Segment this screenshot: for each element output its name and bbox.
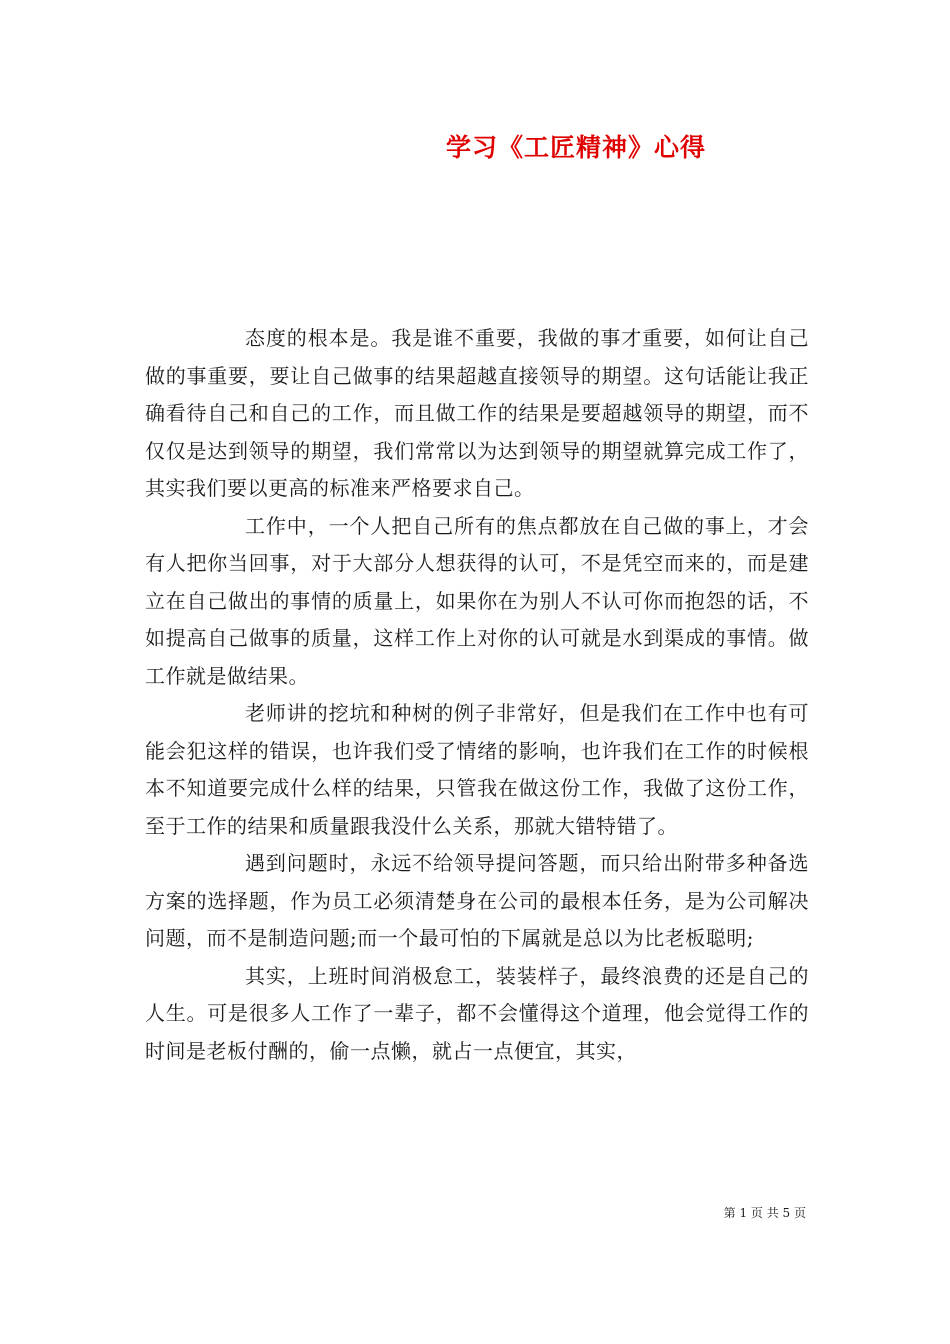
paragraph: 态度的根本是。我是谁不重要，我做的事才重要，如何让自己做的事重要，要让自己做事的结果超越直接领导的期望。这句话能让我正确看待自己和自己的工作，而且做工作的结果是要超越领导的期望，而不仅仅是达到领导的期望，我们常常以为达到领导的期望就算完成工作了，其实我们要以更高的标准来严格要求自己。 [145,326,809,500]
paragraph: 老师讲的挖坑和种树的例子非常好，但是我们在工作中也有可能会犯这样的错误，也许我们受了情绪的影响，也许我们在工作的时候根本不知道要完成什么样的结果，只管我在做这份工作，我做了这份工作，至于工作的结果和质量跟我没什么关系，那就大错特错了。 [145,701,809,838]
page-title: 学习《工匠精神》心得 [445,133,706,162]
paragraph: 其实，上班时间消极怠工，装装样子，最终浪费的还是自己的人生。可是很多人工作了一辈子，都不会懂得这个道理，他会觉得工作的时间是老板付酬的，偷一点懒，就占一点便宜，其实， [145,963,809,1063]
paragraph: 工作中，一个人把自己所有的焦点都放在自己做的事上，才会有人把你当回事，对于大部分人想获得的认可，不是凭空而来的，而是建立在自己做出的事情的质量上，如果你在为别人不认可你而抱怨的话，不如提高自己做事的质量，这样工作上对你的认可就是水到渠成的事情。做工作就是做结果。 [145,513,809,688]
page-footer: 第 1 页 共 5 页 [723,1206,806,1220]
paragraph: 遇到问题时，永远不给领导提问答题，而只给出附带多种备选方案的选择题，作为员工必须清楚身在公司的最根本任务，是为公司解决问题，而不是制造问题;而一个最可怕的下属就是总以为比老板聪明; [145,851,809,950]
document-body [145,320,809,1070]
